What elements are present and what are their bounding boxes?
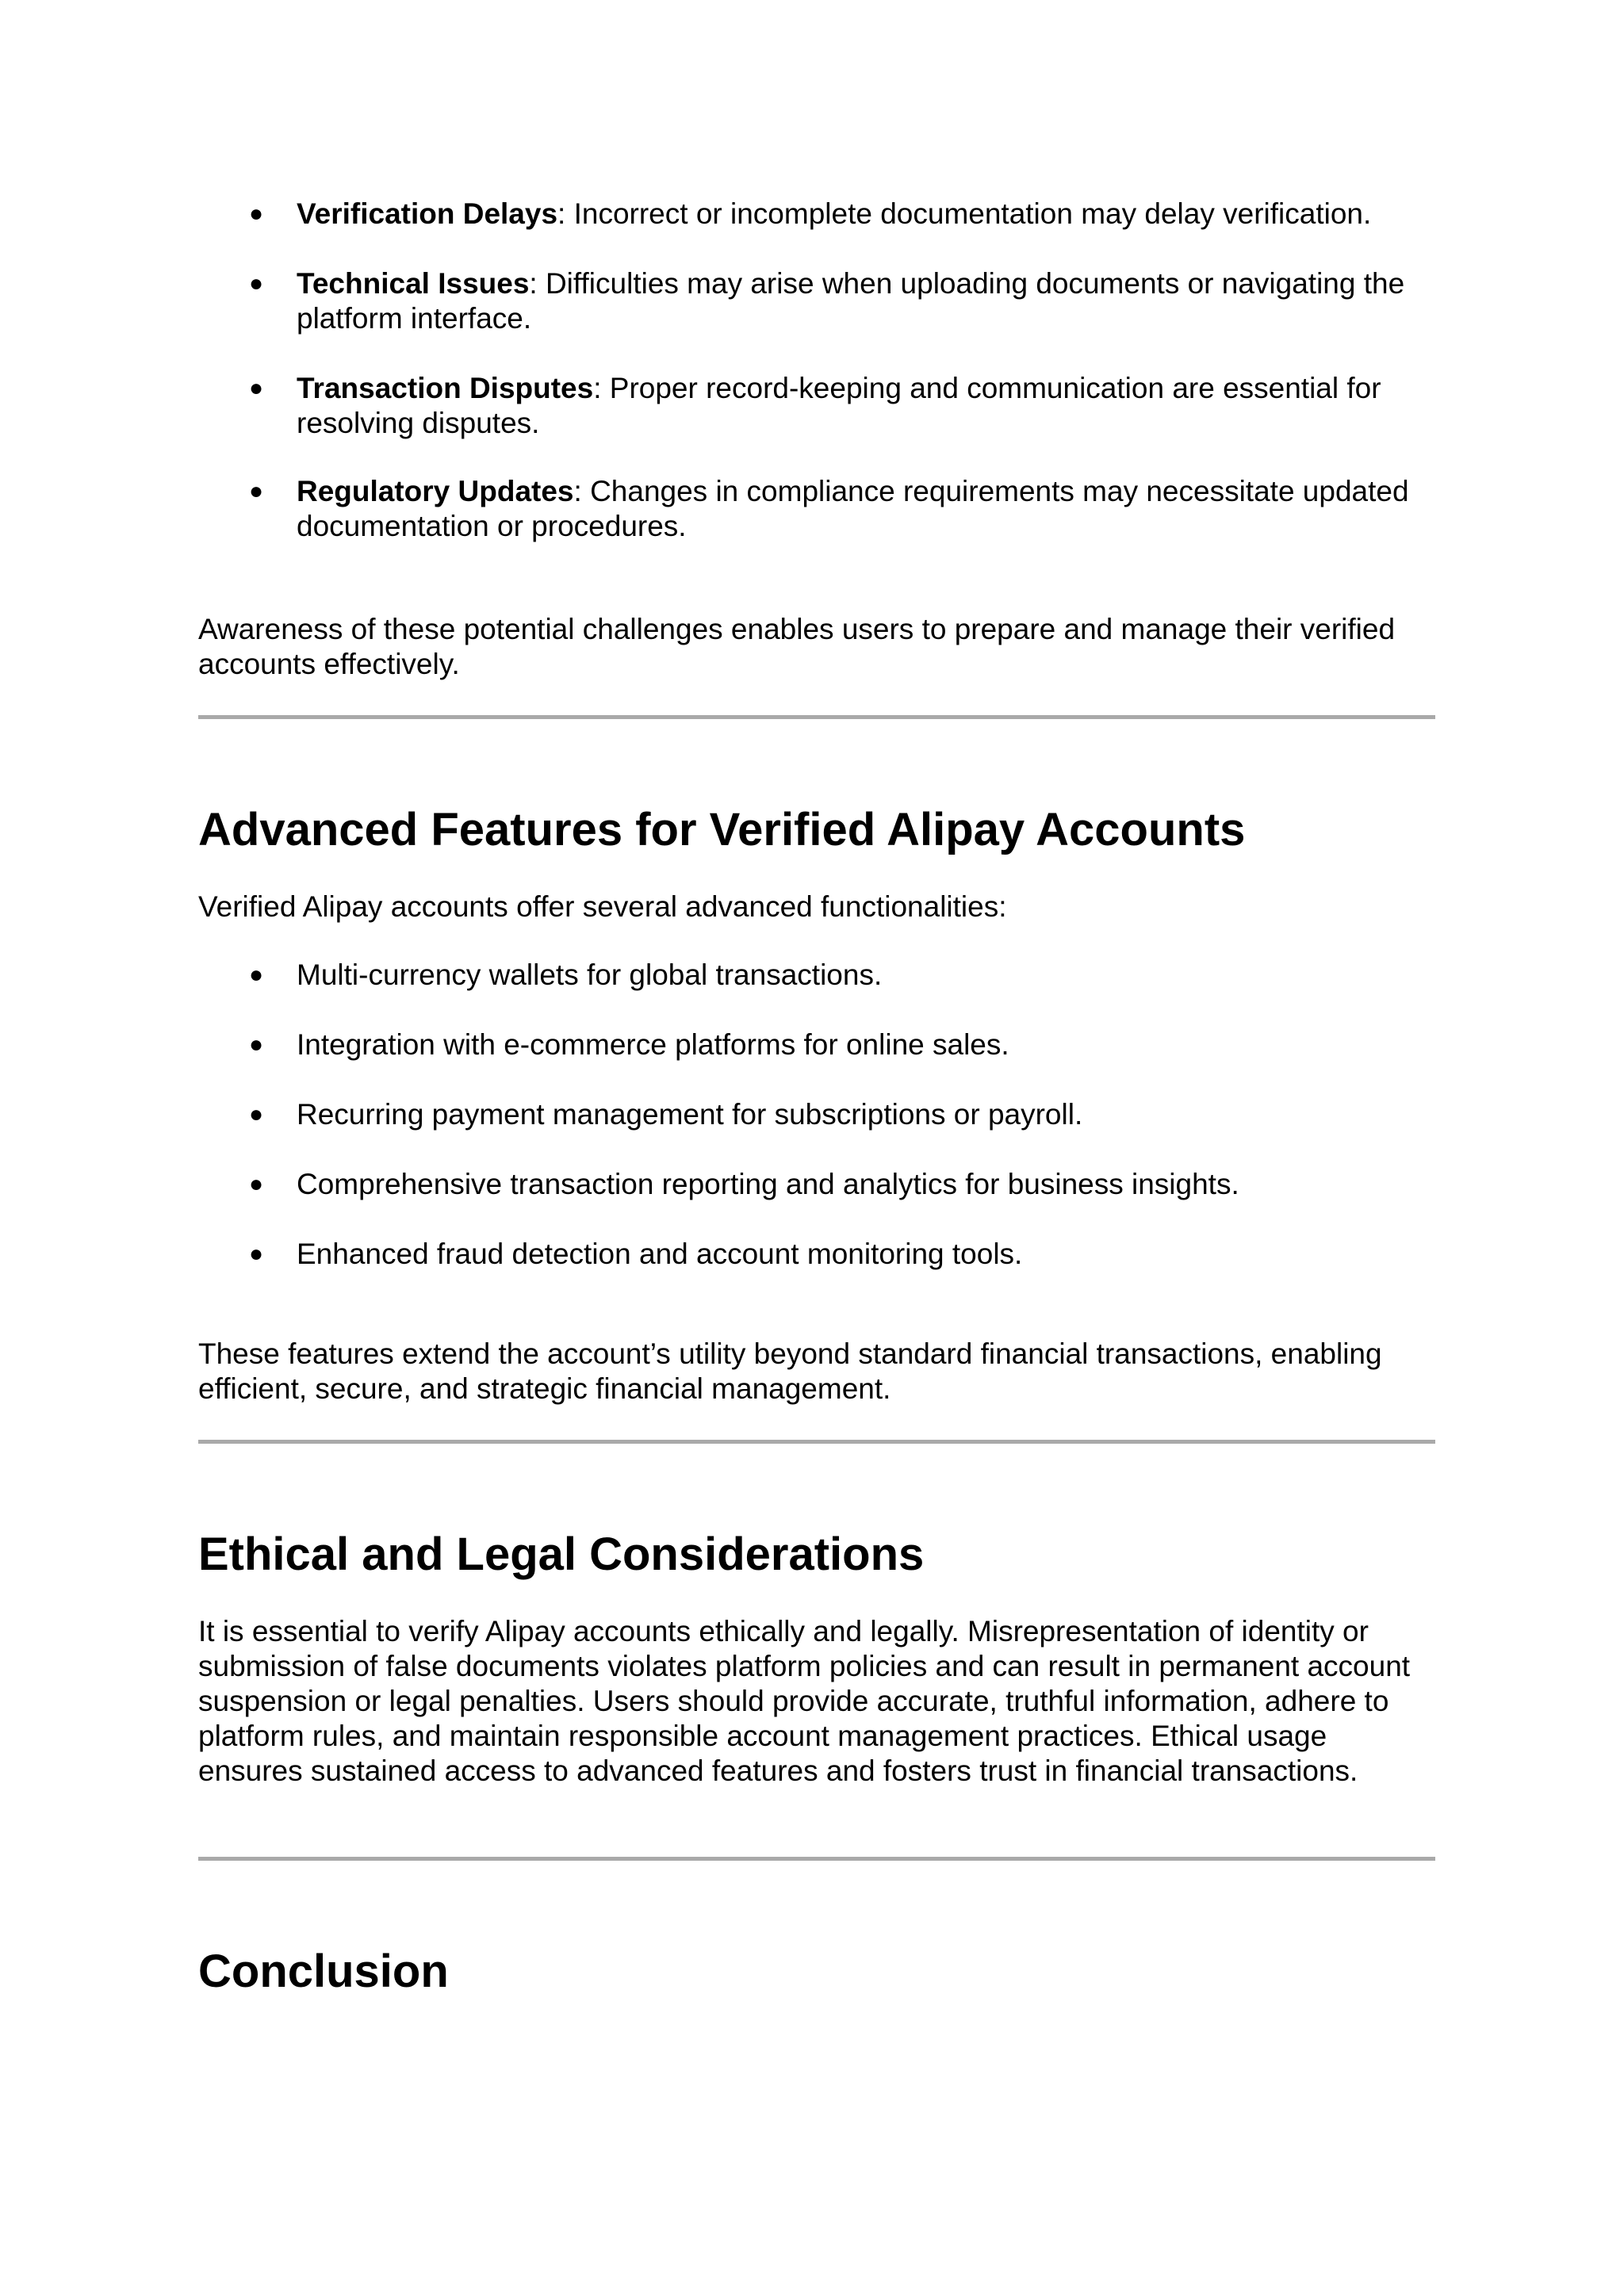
bullet-icon: ● <box>249 962 264 988</box>
bullet-icon: ● <box>249 1031 264 1058</box>
bullet-text: Enhanced fraud detection and account monitoring tools. <box>297 1238 1023 1270</box>
bullet-text: : Proper record-keeping and communication are essential for resolving disputes. <box>297 372 1381 439</box>
bullet-text: : Changes in compliance requirements may necessitate updated documentation or procedures. <box>297 475 1409 542</box>
bullet-icon: ● <box>249 478 264 504</box>
list-item <box>198 1097 1435 1132</box>
list-item <box>198 958 1435 993</box>
list-item <box>198 1027 1435 1062</box>
bullet-text: Recurring payment management for subscriptions or payroll. <box>297 1098 1083 1131</box>
bullet-icon: ● <box>249 1171 264 1197</box>
bullet-text: Comprehensive transaction reporting and analytics for business insights. <box>297 1168 1239 1200</box>
section-divider <box>198 715 1435 719</box>
bullet-title: Verification Delays <box>297 197 558 230</box>
bullet-text: Multi-currency wallets for global transactions. <box>297 959 883 991</box>
challenges-summary: Awareness of these potential challenges enables users to prepare and manage their verified accounts effectively. <box>198 613 1396 680</box>
bullet-icon: ● <box>249 201 264 227</box>
list-item <box>198 1167 1435 1202</box>
bullet-text: : Incorrect or incomplete documentation may delay verification. <box>557 197 1372 230</box>
bullet-icon: ● <box>249 375 264 401</box>
list-item <box>198 474 1435 544</box>
section-divider <box>198 1857 1435 1861</box>
bullet-icon: ● <box>249 1241 264 1267</box>
advanced-features-intro: Verified Alipay accounts offer several advanced functionalities: <box>198 890 1007 923</box>
list-item <box>198 1237 1435 1272</box>
list-item <box>198 197 1435 232</box>
bullet-icon: ● <box>249 1101 264 1127</box>
list-item <box>198 371 1435 441</box>
advanced-features-heading: Advanced Features for Verified Alipay Accounts <box>198 804 1246 855</box>
list-item <box>198 266 1435 336</box>
bullet-text: Integration with e-commerce platforms for online sales. <box>297 1028 1009 1061</box>
ethics-body: It is essential to verify Alipay accounts ethically and legally. Misrepresentation of identity or submission of false documents violates platform policies and can result in permanent account suspension or legal penalties. Users should provide accurate, truthful information, adhere to platform rules, and maintain responsible account management practices. Ethical usage ensures sustained access to advanced features and fosters trust in financial transactions. <box>198 1615 1411 1787</box>
bullet-icon: ● <box>249 270 264 297</box>
ethics-heading: Ethical and Legal Considerations <box>198 1529 925 1580</box>
advanced-features-summary: These features extend the account’s utility beyond standard financial transactions, enabling efficient, secure, and strategic financial management. <box>198 1337 1382 1405</box>
bullet-title: Technical Issues <box>297 267 530 300</box>
section-divider <box>198 1440 1435 1444</box>
bullet-title: Regulatory Updates <box>297 475 574 507</box>
bullet-text: : Difficulties may arise when uploading documents or navigating the platform interface. <box>297 267 1405 335</box>
bullet-title: Transaction Disputes <box>297 372 594 404</box>
conclusion-heading: Conclusion <box>198 1946 449 1997</box>
